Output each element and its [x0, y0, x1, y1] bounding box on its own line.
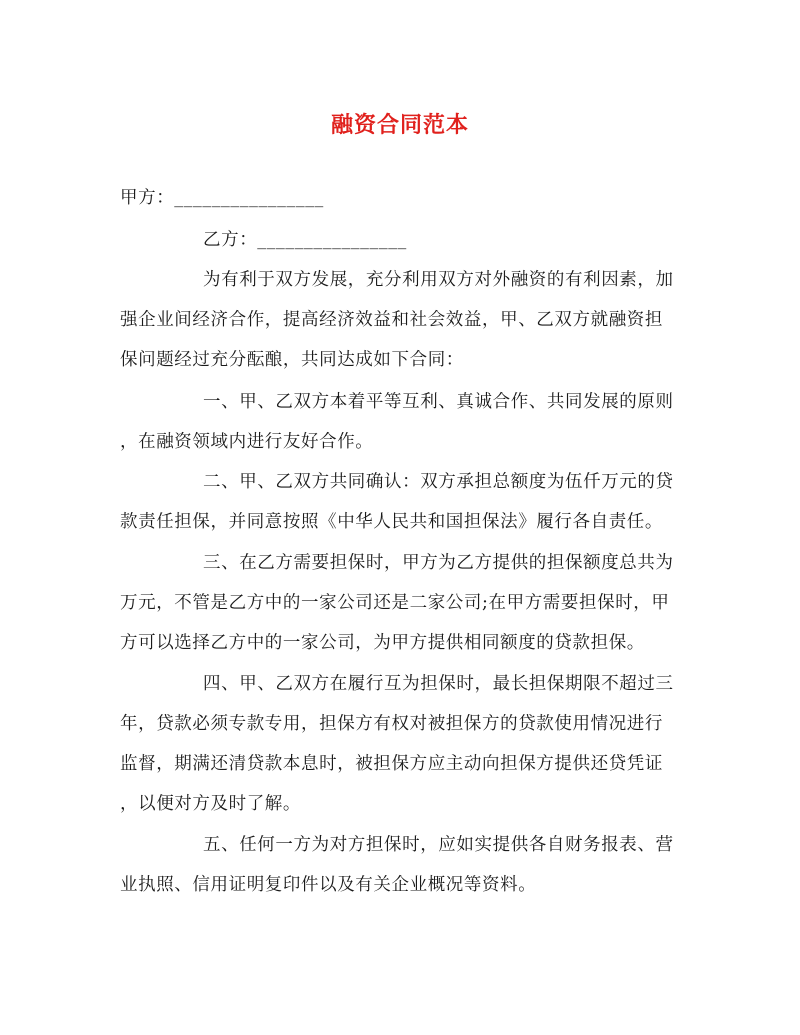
clause-3-line-1: 三、在乙方需要担保时，甲方为乙方提供的担保额度总共为 [203, 553, 674, 573]
clause-4-line-2: 年，贷款必须专款专用，担保方有权对被担保方的贷款使用情况进行 [120, 714, 663, 734]
preamble-line-1: 为有利于双方发展，充分利用双方对外融资的有利因素，加 [203, 270, 674, 290]
clause-5-line-1: 五、任何一方为对方担保时，应如实提供各自财务报表、营 [203, 835, 674, 855]
clause-2-line-2: 款责任担保，并同意按照《中华人民共和国担保法》履行各自责任。 [120, 512, 663, 532]
party-b-line: 乙方：________________ [203, 230, 407, 250]
clause-4-line-4: ，以便对方及时了解。 [120, 794, 301, 814]
preamble-line-3: 保问题经过充分酝酿，共同达成如下合同： [120, 350, 464, 370]
clause-4-line-3: 监督，期满还清贷款本息时，被担保方应主动向担保方提供还贷凭证 [120, 754, 663, 774]
clause-3-line-3: 方可以选择乙方中的一家公司，为甲方提供相同额度的贷款担保。 [120, 633, 645, 653]
clause-1-line-1: 一、甲、乙双方本着平等互利、真诚合作、共同发展的原则 [203, 392, 674, 412]
preamble-line-2: 强企业间经济合作，提高经济效益和社会效益，甲、乙双方就融资担 [120, 310, 663, 330]
clause-2-line-1: 二、甲、乙双方共同确认：双方承担总额度为伍仟万元的贷 [203, 472, 674, 492]
clause-3-line-2: 万元，不管是乙方中的一家公司还是二家公司;在甲方需要担保时，甲 [120, 593, 670, 613]
document-title: 融资合同范本 [330, 112, 469, 138]
clause-5-line-2: 业执照、信用证明复印件以及有关企业概况等资料。 [120, 875, 537, 895]
clause-4-line-1: 四、甲、乙双方在履行互为担保时，最长担保期限不超过三 [203, 674, 674, 694]
clause-1-line-2: ，在融资领域内进行友好合作。 [120, 432, 374, 452]
party-a-line: 甲方：________________ [120, 188, 324, 208]
